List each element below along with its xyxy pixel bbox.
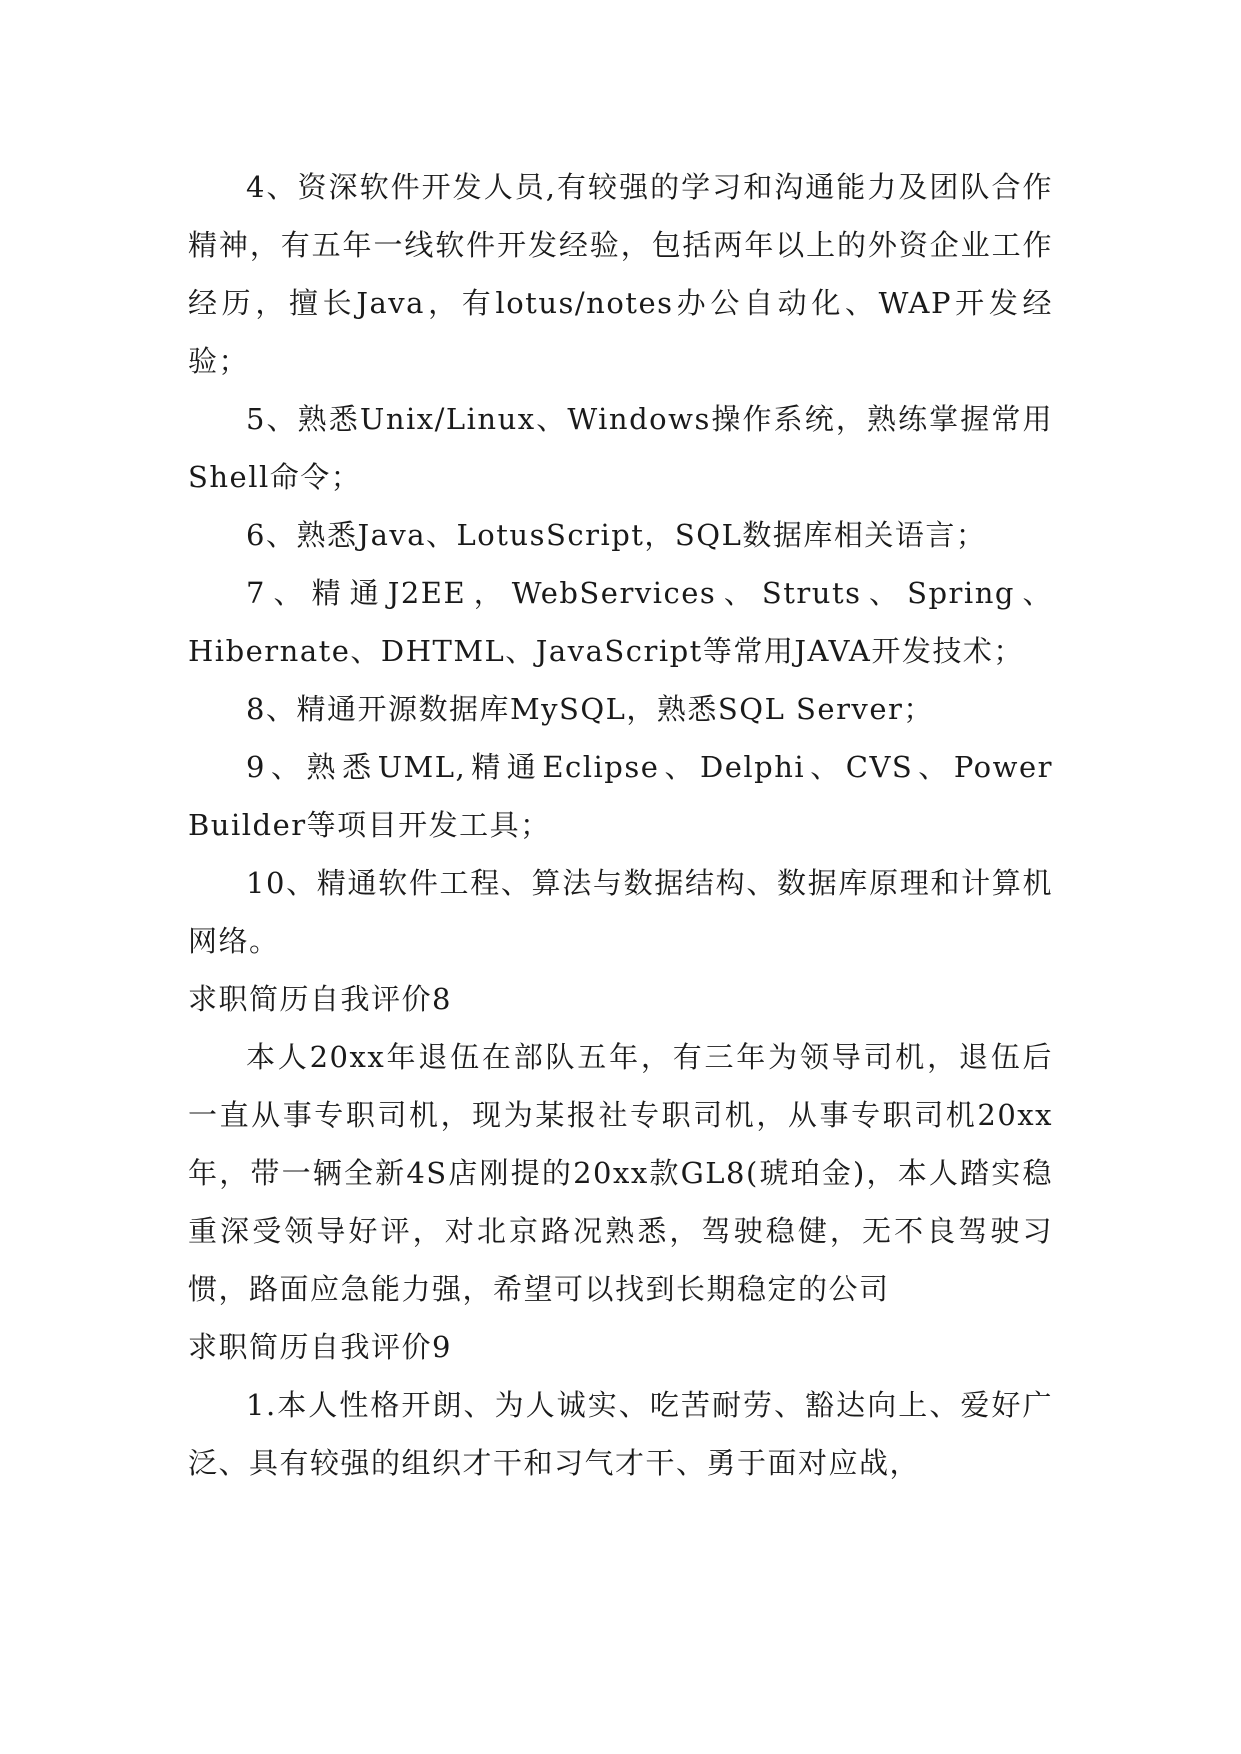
self-evaluation-8-paragraph: 本人20xx年退伍在部队五年，有三年为领导司机，退伍后一直从事专职司机，现为某报社专职司机，从事专职司机20xx年，带一辆全新4S店刚提的20xx款GL8(琥珀金)，本人踏实稳重深受领导好评，对北京路况熟悉，驾驶稳健，无不良驾驶习惯，路面应急能力强，希望可以找到长期稳定的公司 <box>188 1040 1053 1306</box>
list-item-9: 9、熟悉UML,精通Eclipse、Delphi、CVS、Power Builder等项目开发工具； <box>188 750 1053 842</box>
document-body <box>188 158 1053 1492</box>
list-item-8: 8、精通开源数据库MySQL，熟悉SQL Server； <box>246 692 934 726</box>
list-item-10: 10、精通软件工程、算法与数据结构、数据库原理和计算机网络。 <box>188 866 1053 958</box>
list-item-7: 7、精通J2EE，WebServices、Struts、Spring、Hibernate、DHTML、JavaScript等常用JAVA开发技术； <box>188 576 1053 668</box>
list-item-5: 5、熟悉Unix/Linux、Windows操作系统，熟练掌握常用Shell命令； <box>188 402 1053 494</box>
self-evaluation-9-paragraph: 1.本人性格开朗、为人诚实、吃苦耐劳、豁达向上、爱好广泛、具有较强的组织才干和习气才干、勇于面对应战， <box>188 1388 1053 1480</box>
list-item-4: 4、资深软件开发人员,有较强的学习和沟通能力及团队合作精神，有五年一线软件开发经验，包括两年以上的外资企业工作经历，擅长Java，有lotus/notes办公自动化、WAP开发经验； <box>188 170 1053 378</box>
section-heading-9: 求职简历自我评价9 <box>188 1330 452 1364</box>
section-heading-8: 求职简历自我评价8 <box>188 982 452 1016</box>
list-item-6: 6、熟悉Java、LotusScript，SQL数据库相关语言； <box>246 518 987 552</box>
